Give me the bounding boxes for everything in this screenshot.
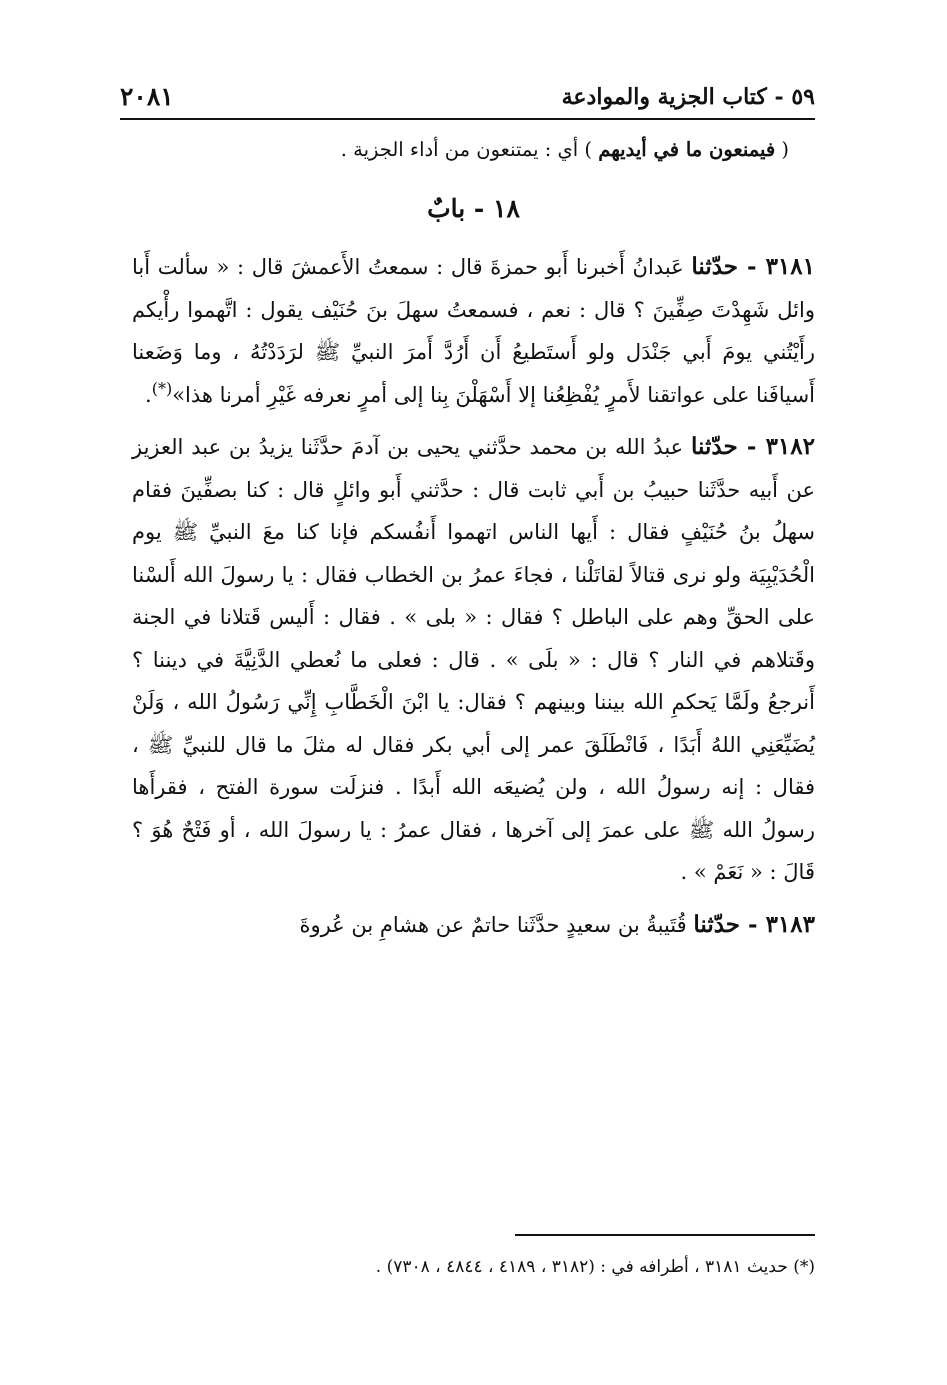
hadith-text: قُتَيبةُ بن سعيدٍ حدَّثَنا حاتمٌ عن هشامِ بن عُروةَ [299,912,687,937]
hadith-3183: ٣١٨٣ - حدّثنا قُتَيبةُ بن سعيدٍ حدَّثَنا حاتمٌ عن هشامِ بن عُروةَ [299,910,815,938]
chapter-title: ٥٩ - كتاب الجزية والموادعة [561,84,815,110]
footnote: (*) حديث ٣١٨١ ، أطرافه في : (٣١٨٢ ، ٤١٨٩ ، ٤٨٤٤ ، ٧٣٠٨) . [375,1257,815,1277]
hadith-3181: ٣١٨١ - حدّثنا عَبدانُ أَخبرنا أَبو حمزةَ قال : سمعتُ الأَعمشَ قال : « سألت أَبا وائل شَهِدْتَ صِفِّينَ ؟ قال : نعم ، فسمعتُ سهلَ بنَ حُنَيْف يقول : اتَّهموا رأْيكم رأَيْتُني يومَ أَبي جَنْدَل ولو أَستَطيعُ أَن أَرُدَّ أَمرَ النبيِّ ﷺ لرَدَدْتُهُ ، وما وَضَعنا أَسيافَنا على عواتقنا لأَمرٍ يُفْظِعُنا إلا أَسْهَلْنَ بِنا إلى أمرٍ نعرفه غَيْرِ أمرنا هذا»(*). [132,253,815,407]
hadith-number: ٣١٨٢ [765,433,815,460]
footnote-marker: (*) [151,378,173,398]
hadith-3182: ٣١٨٢ - حدّثنا عبدُ الله بن محمد حدَّثني يحيى بن آدمَ حدَّثَنا يزيدُ بن عبد العزيز عن أَبيه حدَّثَنا حبيبُ بن أَبي ثابت قال : حدَّثني أَبو وائلٍ قال : كنا بصفِّينَ فقام سهلُ بنُ حُنَيْفٍ فقال : أَيها الناس اتهموا أَنفُسكم فإنا كنا معَ النبيِّ ﷺ يوم الْحُدَيْبِيَة ولو نرى قتالاً لقاتَلْنا ، فجاءَ عمرُ بن الخطاب فقال : يا رسولَ الله أَلسْنا على الحقِّ وهم على الباطل ؟ فقال : « بلى » . فقال : أَليس قَتلانا في الجنة وقَتلاهم في النار ؟ قال : « بلَى » . قال : فعلى ما نُعطي الدَّنِيَّةَ في ديننا ؟ أَنرجعُ ولَمَّا يَحكمِ الله بيننا وبينهم ؟ فقال: يا ابْنَ الْخَطَّابِ إِنِّي رَسُولُ الله ، وَلَنْ يُضَيِّعَنِي اللهُ أَبَدًا ، فَانْطَلَقَ عمر إلى أبي بكر فقال له مثلَ ما قال للنبيِّ ﷺ ، فقال : إنه رسولُ الله ، ولن يُضيعَه الله أَبدًا . فنزلَت سورة الفتح ، فقرأَها رسولُ الله ﷺ على عمرَ إلى آخرها ، فقال عمرُ : يا رسولَ الله ، أو فَتْحٌ هُوَ ؟ قَالَ : « نَعَمْ » . [132,433,815,884]
gloss-open-paren: ( [781,138,789,161]
gloss-explanation: أي : يمتنعون من أداء الجزية . [340,138,579,161]
gloss-term: فيمنعون ما في أيديهم [598,138,776,161]
page-header [120,82,815,120]
footnote-divider [515,1234,815,1236]
hadith-lead: حدّثنا [693,910,741,938]
hadith-lead: حدّثنا [691,433,738,460]
hadith-number: ٣١٨٣ [765,910,815,938]
gloss-line [132,132,815,168]
hadith-end: . [145,382,152,407]
hadith-number: ٣١٨١ [765,253,815,280]
bab-heading: ١٨ - بابٌ [427,194,520,223]
main-text [132,132,815,946]
page-number: ٢٠٨١ [120,82,174,111]
hadith-lead: حدّثنا [691,253,739,280]
gloss-close-paren: ) [584,138,593,161]
hadith-text: عبدُ الله بن محمد حدَّثني يحيى بن آدمَ حدَّثَنا يزيدُ بن عبد العزيز عن أَبيه حدَّثَنا حبيبُ بن أَبي ثابت قال : حدَّثني أَبو وائلٍ قال : كنا بصفِّينَ فقام سهلُ بنُ حُنَيْفٍ فقال : أَيها الناس اتهموا أَنفُسكم فإنا كنا معَ النبيِّ ﷺ يوم الْحُدَيْبِيَة ولو نرى قتالاً لقاتَلْنا ، فجاءَ عمرُ بن الخطاب فقال : يا رسولَ الله أَلسْنا على الحقِّ وهم على الباطل ؟ فقال : « بلى » . فقال : أَليس قَتلانا في الجنة وقَتلاهم في النار ؟ قال : « بلَى » . قال : فعلى ما نُعطي الدَّنِيَّةَ في ديننا ؟ أَنرجعُ ولَمَّا يَحكمِ الله بيننا وبينهم ؟ فقال: يا ابْنَ الْخَطَّابِ إِنِّي رَسُولُ الله ، وَلَنْ يُضَيِّعَنِي اللهُ أَبَدًا ، فَانْطَلَقَ عمر إلى أبي بكر فقال له مثلَ ما قال للنبيِّ ﷺ ، فقال : إنه رسولُ الله ، ولن يُضيعَه الله أَبدًا . فنزلَت سورة الفتح ، فقرأَها رسولُ الله ﷺ على عمرَ إلى آخرها ، فقال عمرُ : يا رسولَ الله ، أو فَتْحٌ هُوَ ؟ قَالَ : « نَعَمْ » . [132,435,815,884]
hadith-text: عَبدانُ أَخبرنا أَبو حمزةَ قال : سمعتُ الأَعمشَ قال : « سألت أَبا وائل شَهِدْتَ صِفِّينَ ؟ قال : نعم ، فسمعتُ سهلَ بنَ حُنَيْف يقول : اتَّهموا رأْيكم رأَيْتُني يومَ أَبي جَنْدَل ولو أَستَطيعُ أَن أَرُدَّ أَمرَ النبيِّ ﷺ لرَدَدْتُهُ ، وما وَضَعنا أَسيافَنا على عواتقنا لأَمرٍ يُفْظِعُنا إلا أَسْهَلْنَ بِنا إلى أمرٍ نعرفه غَيْرِ أمرنا هذا» [132,255,815,407]
